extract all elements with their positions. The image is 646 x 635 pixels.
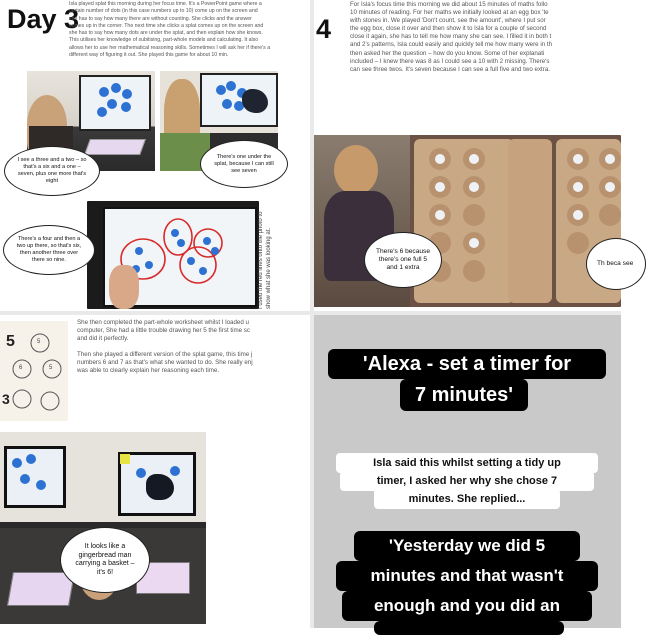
speech-bubble: Th beca see: [586, 238, 646, 290]
text-line: close it again, she has to tell me how many she can see. I filled it in both t: [350, 33, 552, 41]
speech-bubble: There's one under the splat, because I can still see seven: [200, 140, 288, 188]
post-day3[interactable]: [0, 0, 310, 311]
text-line: Then she played a different version of the splat game, this time j: [77, 351, 253, 358]
speech-bubble: There's 6 because there's one full 5 and 1 extra: [364, 232, 442, 288]
context-line: minutes. She replied...: [374, 489, 560, 509]
reply-line-cut: [374, 621, 564, 635]
corner-answer-box: [120, 454, 130, 464]
text-line: This utilises her knowledge of subitising, part-whole models and calculating. It also: [69, 37, 259, 44]
text-line: the egg box, close it over and then show it to Isla for a couple of second: [350, 25, 547, 33]
worksheet-number: 5: [49, 365, 53, 371]
text-line: comes up in the corner. The next time she clicks a splat comes up on the screen and: [69, 22, 264, 29]
text-line: For Isla's focus time this morning we did about 15 minutes of maths follo: [350, 1, 548, 8]
worksheet-number: 6: [19, 365, 23, 371]
quote-line: 7 minutes': [400, 379, 528, 411]
text-line: she has to say how many dots are under the splat, and then explain how she knows.: [69, 30, 263, 37]
side-caption: show what she was looking at.: [266, 227, 272, 309]
text-line: was able to clearly explain her reasoning each time.: [77, 367, 220, 374]
text-line: allows her to use her mathematical reasoning skills. Sometimes I will ask her if there's a: [69, 44, 271, 51]
text-line: certain number of dots (in this case numbers up to 10) come up on the screen and: [69, 8, 258, 15]
speech-bubble: I see a three and a two – so that's a six and a one – seven, plus one more that's eight: [4, 146, 100, 196]
speech-bubble: It looks like a gingerbread man carrying a basket – it's 6!: [60, 527, 150, 593]
photo-splat-circled: [87, 201, 259, 309]
splat-icon: [146, 474, 174, 500]
text-line: numbers 6 and 7 as that's what she wanted to do. She really enj: [77, 359, 253, 366]
reply-line: 'Yesterday we did 5: [354, 531, 580, 561]
speech-bubble: There's a four and then a two up there, so that's six, then another three over there so nine.: [3, 225, 95, 275]
reply-line: enough and you did an: [342, 591, 592, 621]
worksheet-number: 5: [6, 333, 15, 350]
post-number-4[interactable]: [314, 0, 634, 311]
text-line: different way of figuring it out. She played this game for about 10 min.: [69, 52, 229, 59]
text-line: and did it perfectly.: [77, 335, 129, 342]
context-line: Isla said this whilst setting a tidy up: [336, 453, 598, 473]
text-line: Isla played splat this morning during her focus time. It's a PowerPoint game where a: [69, 1, 262, 7]
splat-icon: [242, 89, 268, 113]
quote-line: 'Alexa - set a timer for: [328, 349, 606, 379]
worksheet-number: 5: [37, 339, 41, 345]
page-number: 4: [316, 14, 332, 44]
text-line: and 2's patterns, Isla could easily and quickly tell me how many were in th: [350, 41, 553, 49]
post-worksheet[interactable]: [0, 315, 310, 628]
context-line: timer, I asked her why she chose 7: [340, 471, 594, 491]
text-line: She then completed the part-whole worksheet whilst I loaded u: [77, 319, 249, 326]
intro-text: [69, 1, 309, 59]
reply-line: minutes and that wasn't: [336, 561, 598, 591]
text-line: she has to say how many there are without counting. She clicks and the answer: [69, 15, 252, 22]
text-line: computer, She had a little trouble drawing her 5 the first time sc: [77, 327, 250, 334]
body-text: [77, 319, 310, 375]
text-line: with stones in. We played 'Don't count, see the amount', where I put sor: [350, 17, 546, 25]
photo-worksheet: [0, 321, 68, 421]
side-caption: I used the red lines onto the photo to: [258, 211, 264, 309]
text-line: can see three twos. It's seven because I can see a full five and two extra.: [350, 65, 550, 73]
photo-egg-box: [314, 135, 621, 307]
text-line: [77, 343, 310, 351]
worksheet-number: 3: [2, 391, 10, 407]
text-line: included – I knew there was 8 as I could see a 10 with 2 missing. There's: [350, 57, 550, 65]
body-text: [350, 1, 552, 74]
post-alexa-quote[interactable]: [314, 315, 621, 628]
text-line: then asked her the question – how do you know. Some of her explanati: [350, 49, 545, 57]
text-line: 10 minutes of reading. For her maths we initially looked at an egg box 'te: [350, 9, 549, 17]
page-title: Day 3: [7, 4, 80, 34]
